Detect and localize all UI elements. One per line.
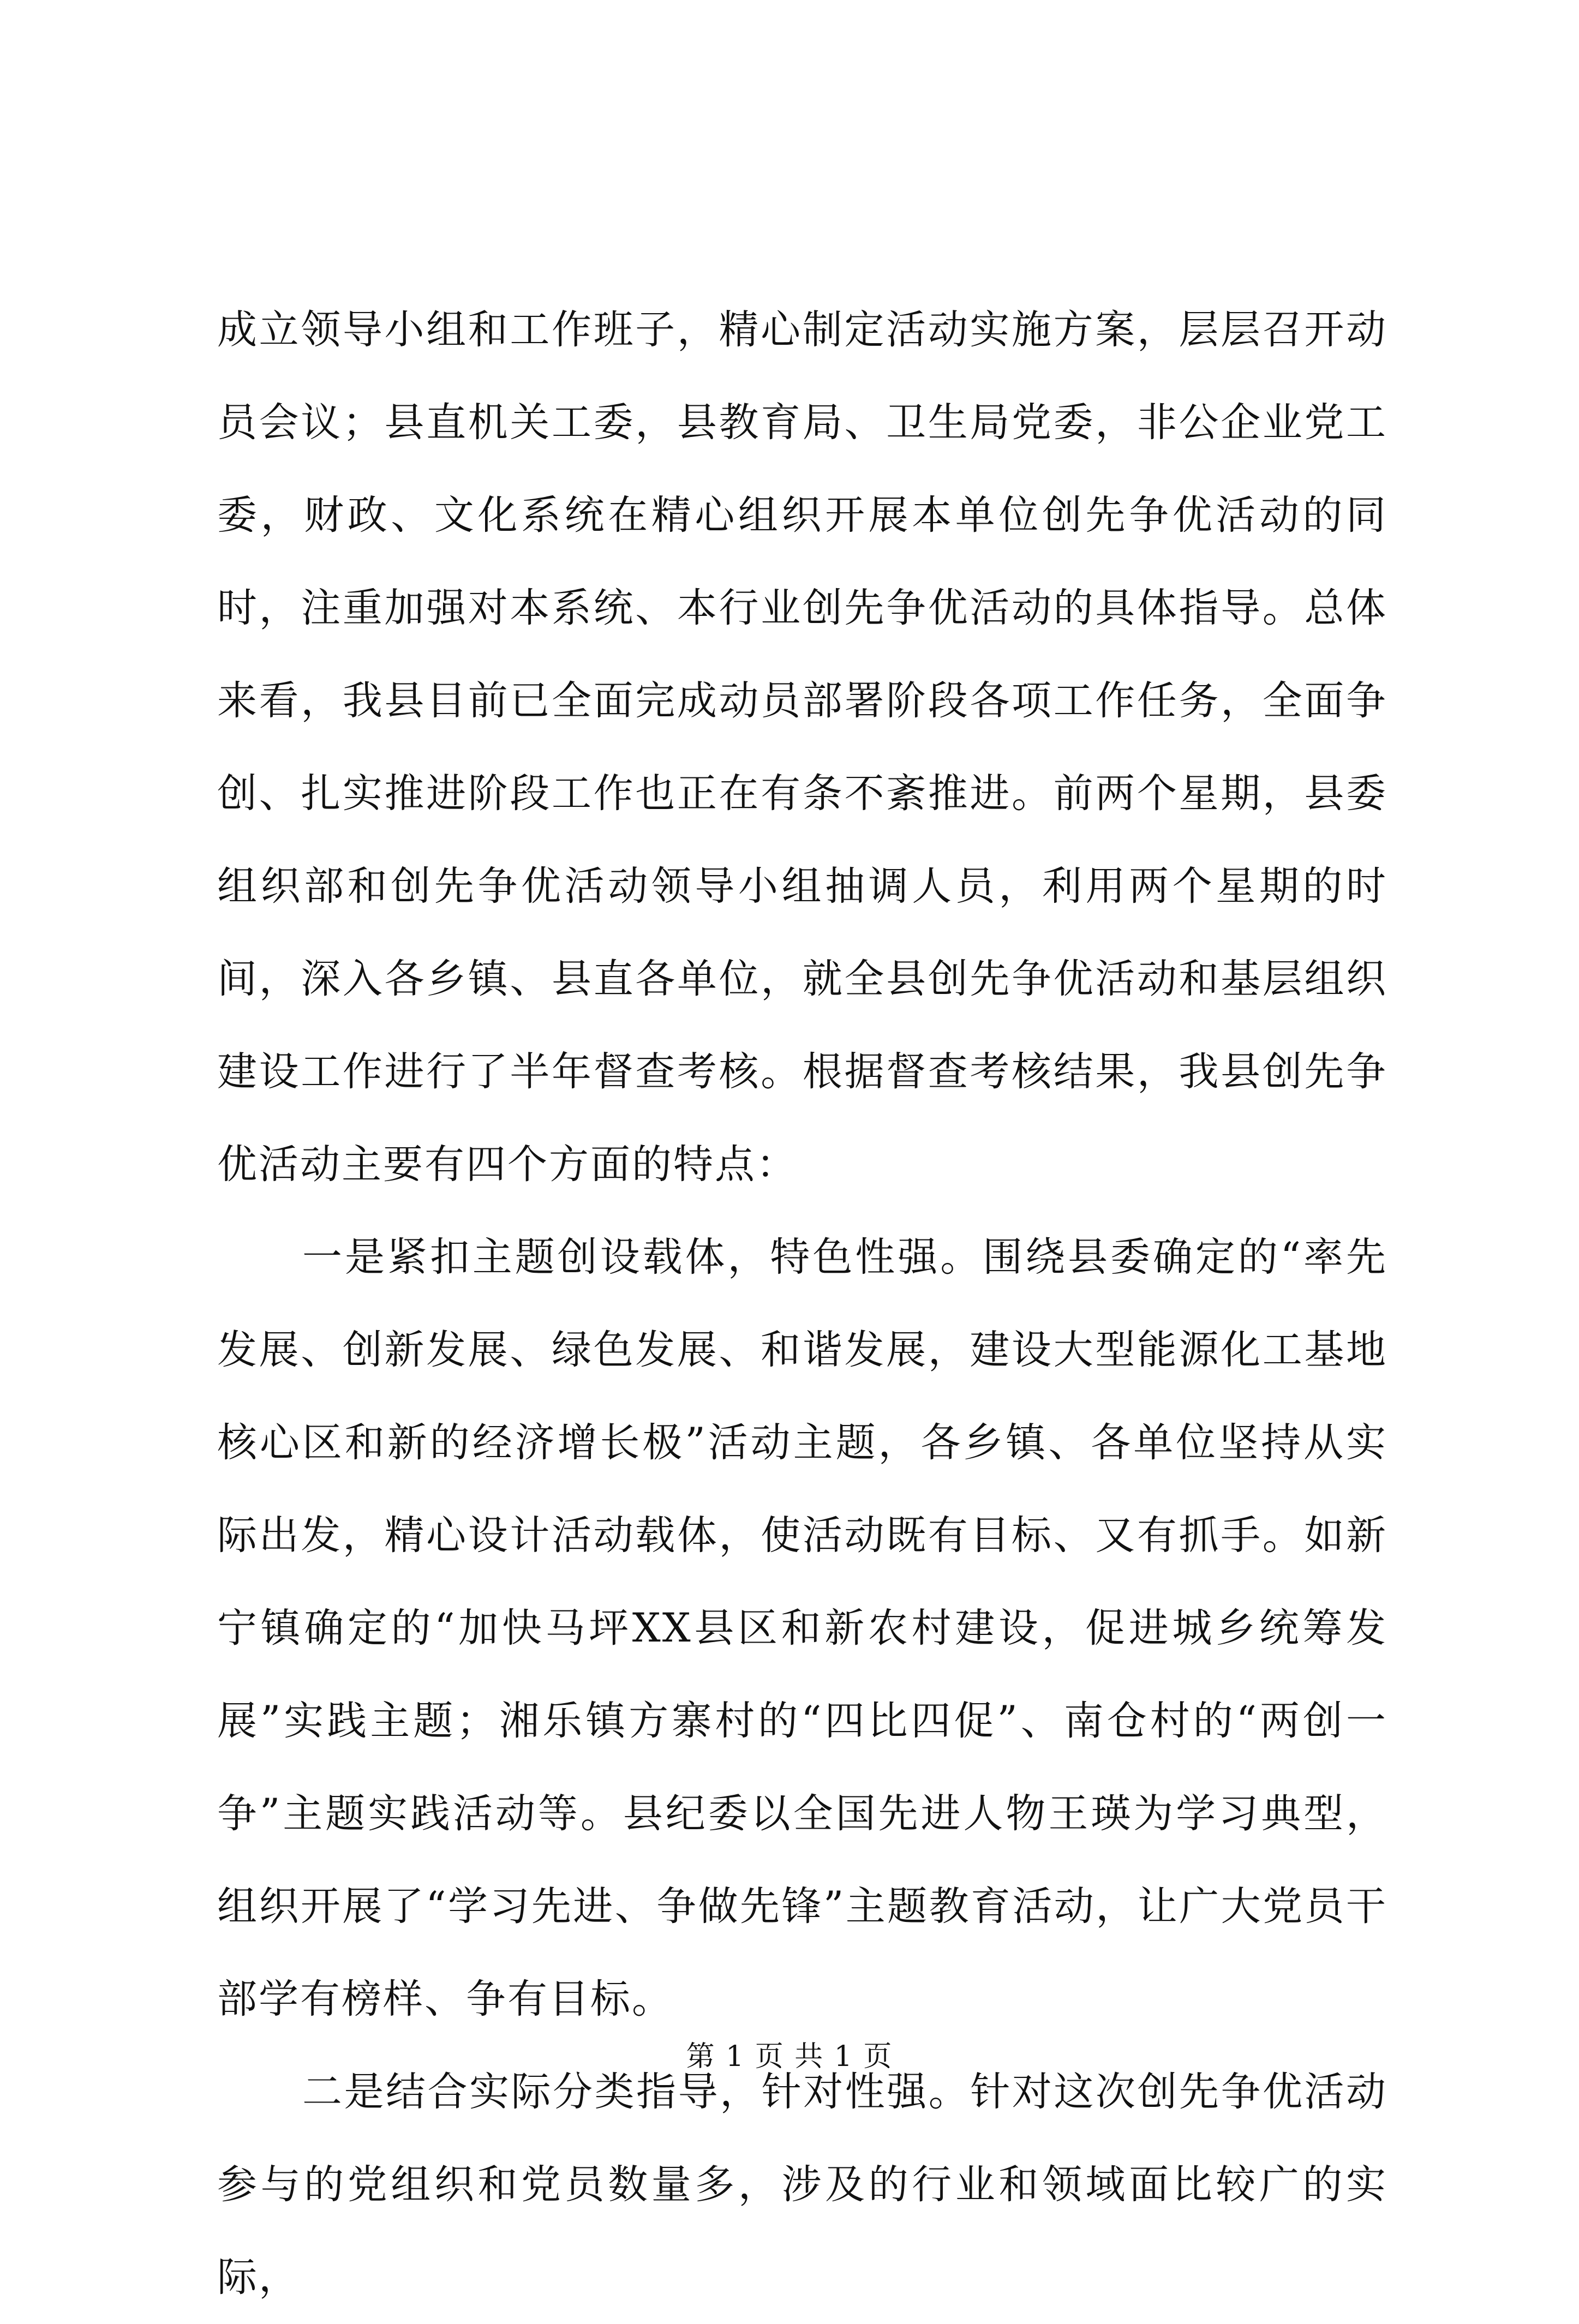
paragraph-point-two: 二是结合实际分类指导，针对性强。针对这次创先争优活动参与的党组织和党员数量多，涉及的行业和领域面比较广的实际， — [217, 2069, 1387, 2301]
paragraph-point-one: 一是紧扣主题创设载体，特色性强。围绕县委确定的“率先发展、创新发展、绿色发展、和谐发展，建设大型能源化工基地核心区和新的经济增长极”活动主题，各乡镇、各单位坚持从实际出发，精心设计活动载体，使活动既有目标、又有抓手。如新宁镇确定的“加快马坪XX县区和新农村建设，促进城乡统筹发展”实践主题；湘乐镇方寨村的“四比四促”、南仓村的“两创一争”主题实践活动等。县纪委以全国先进人物王瑛为学习典型，组织开展了“学习先进、争做先锋”主题教育活动，让广大党员干部学有榜样、争有目标。 — [217, 1234, 1387, 2022]
document-body — [217, 284, 1387, 2324]
paragraph-continued: 成立领导小组和工作班子，精心制定活动实施方案，层层召开动员会议；县直机关工委，县教育局、卫生局党委，非公企业党工委，财政、文化系统在精心组织开展本单位创先争优活动的同时，注重加强对本系统、本行业创先争优活动的具体指导。总体来看，我县目前已全面完成动员部署阶段各项工作任务，全面争创、扎实推进阶段工作也正在有条不紊推进。前两个星期，县委组织部和创先争优活动领导小组抽调人员，利用两个星期的时间，深入各乡镇、县直各单位，就全县创先争优活动和基层组织建设工作进行了半年督查考核。根据督查考核结果，我县创先争优活动主要有四个方面的特点： — [217, 307, 1387, 1188]
page-footer: 第 1 页 共 1 页 — [686, 2040, 893, 2073]
